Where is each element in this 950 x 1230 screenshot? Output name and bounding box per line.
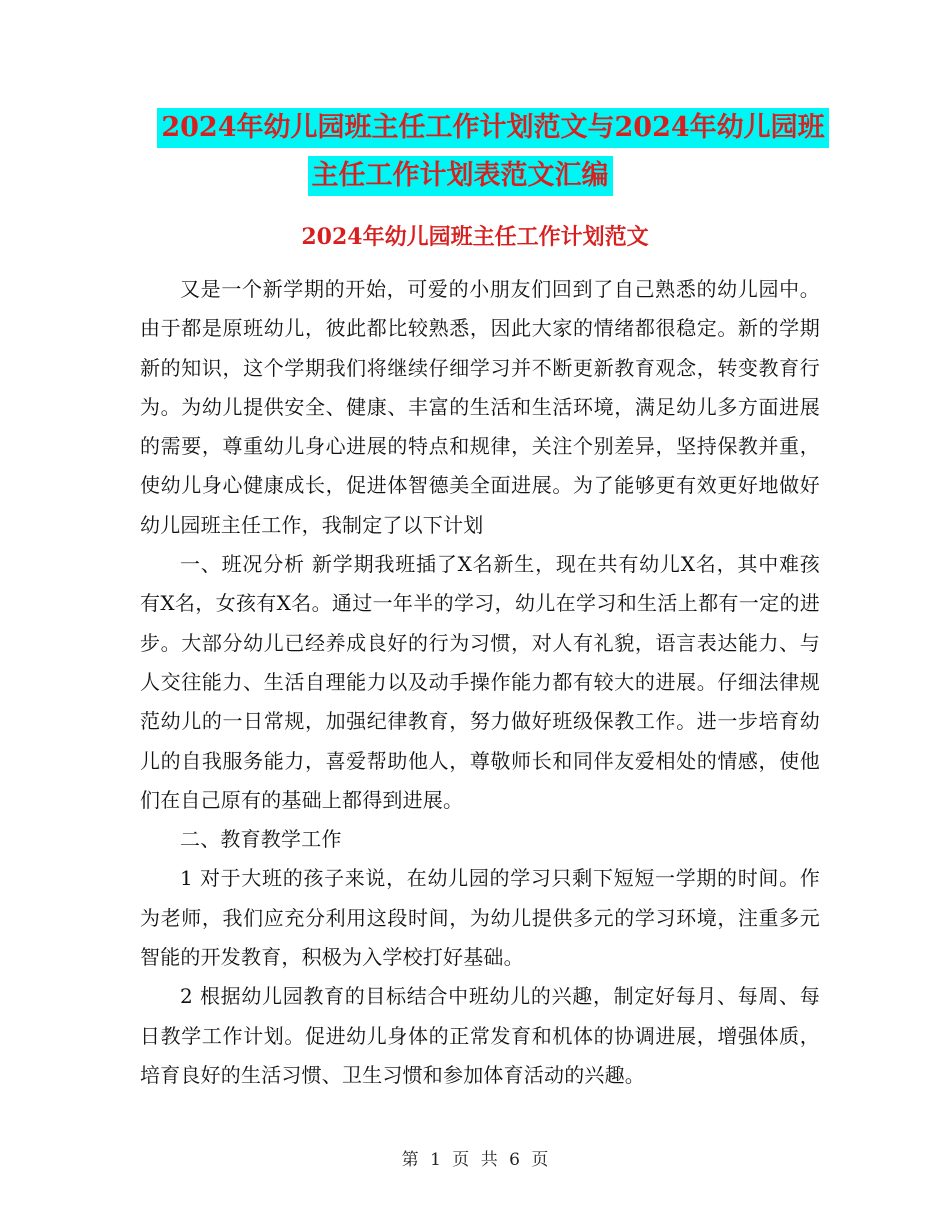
document-body (140, 270, 820, 1095)
paragraph-class-analysis: 一、班况分析 新学期我班插了X名新生，现在共有幼儿X名，其中难孩有X名，女孩有X名。通过一年半的学习，幼儿在学习和生活上都有一定的进步。大部分幼儿已经养成良好的行为习惯，对人有礼貌，语言表达能力、与人交往能力、生活自理能力以及动手操作能力都有较大的进展。仔细法律规范幼儿的一日常规，加强纪律教育，努力做好班级保教工作。进一步培育幼儿的自我服务能力，喜爱帮助他人，尊敬师长和同伴友爱相处的情感，使他们在自己原有的基础上都得到进展。 (140, 552, 820, 812)
page-indicator: 第 1 页 共 6 页 (401, 1150, 549, 1170)
document-title-line-1: 2024年幼儿园班主任工作计划范文与2024年幼儿园班 (157, 108, 828, 148)
paragraph-heading-teaching: 二、教育教学工作 (180, 827, 342, 852)
paragraph-item-1: 1 对于大班的孩子来说，在幼儿园的学习只剩下短短一学期的时间。作为老师，我们应充分利用这段时间，为幼儿提供多元的学习环境，注重多元智能的开发教育，积极为入学校打好基础。 (140, 866, 820, 970)
paragraph-item-2: 2 根据幼儿园教育的目标结合中班幼儿的兴趣，制定好每月、每周、每日教学工作计划。促进幼儿身体的正常发育和机体的协调进展，增强体质，培育良好的生活习惯、卫生习惯和参加体育活动的兴趣。 (140, 984, 820, 1087)
document-title-line-2: 主任工作计划表范文汇编 (308, 156, 613, 196)
paragraph-intro: 又是一个新学期的开始，可爱的小朋友们回到了自己熟悉的幼儿园中。由于都是原班幼儿，彼此都比较熟悉，因此大家的情绪都很稳定。新的学期新的知识，这个学期我们将继续仔细学习并不断更新教育观念，转变教育行为。为幼儿提供安全、健康、丰富的生活和生活环境，满足幼儿多方面进展的需要，尊重幼儿身心进展的特点和规律，关注个别差异，坚持保教并重，使幼儿身心健康成长，促进体智德美全面进展。为了能够更有效更好地做好幼儿园班主任工作，我制定了以下计划 (140, 277, 820, 537)
document-title (0, 108, 950, 204)
section-title: 2024年幼儿园班主任工作计划范文 (301, 224, 649, 250)
